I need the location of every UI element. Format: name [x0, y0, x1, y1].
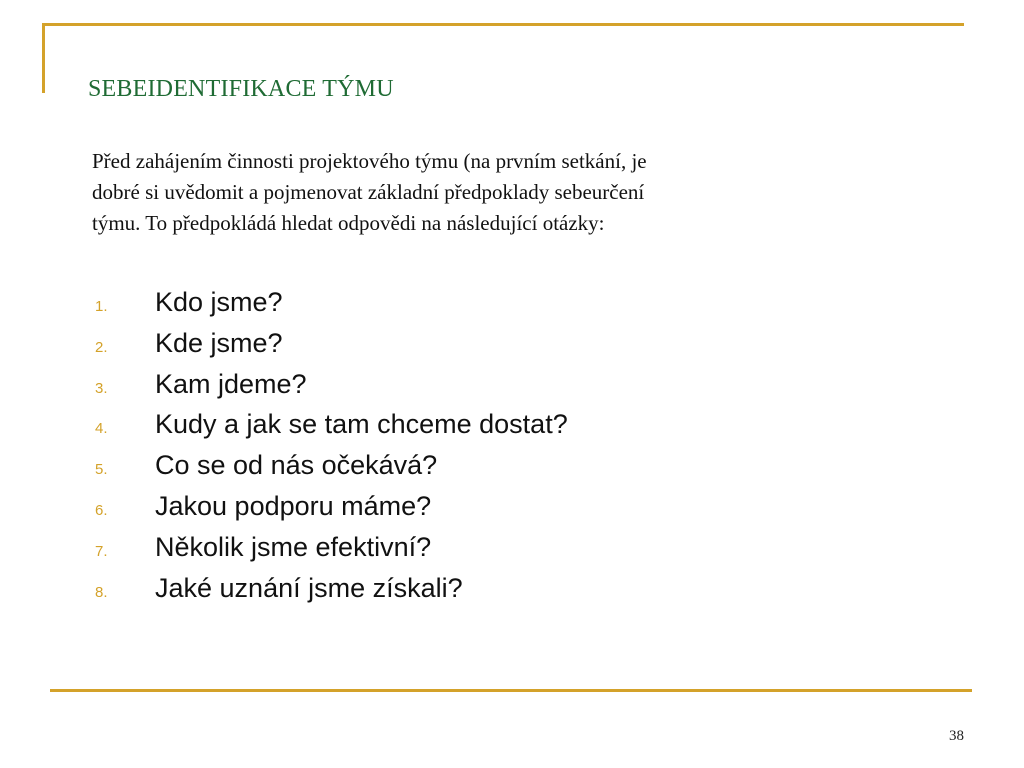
- question-number: 5.: [95, 461, 108, 479]
- question-item: [95, 409, 568, 450]
- question-text: Jakou podporu máme?: [155, 490, 432, 521]
- top-border-line: [42, 23, 964, 26]
- question-number: 3.: [95, 379, 108, 397]
- question-text: Co se od nás očekává?: [155, 450, 438, 481]
- question-text: Kdo jsme?: [155, 287, 283, 317]
- question-number: 2.: [95, 338, 108, 356]
- question-item: [95, 532, 568, 573]
- intro-line: dobré si uvědomit a pojmenovat základní předpoklady sebeurčení: [92, 180, 645, 204]
- question-item: [95, 287, 568, 328]
- question-list: [95, 287, 568, 613]
- slide-title: SEBEIDENTIFIKACE TÝMU: [88, 76, 394, 102]
- intro-line: týmu. To předpokládá hledat odpovědi na následující otázky:: [92, 211, 605, 235]
- intro-paragraph: [92, 146, 872, 239]
- question-item: [95, 573, 568, 614]
- question-item: [95, 369, 568, 410]
- left-border-line: [42, 23, 45, 93]
- bottom-divider-line: [50, 689, 972, 692]
- page-number: 38: [949, 728, 964, 744]
- question-text: Kam jdeme?: [155, 368, 307, 399]
- question-item: [95, 328, 568, 369]
- question-text: Několik jsme efektivní?: [155, 531, 432, 562]
- question-number: 7.: [95, 542, 108, 560]
- question-number: 8.: [95, 583, 108, 601]
- question-item: [95, 450, 568, 491]
- question-text: Kudy a jak se tam chceme dostat?: [155, 409, 568, 440]
- question-text: Kde jsme?: [155, 327, 283, 358]
- question-number: 1.: [95, 298, 108, 315]
- question-number: 6.: [95, 501, 108, 519]
- intro-line: Před zahájením činnosti projektového týmu (na prvním setkání, je: [92, 149, 647, 173]
- question-text: Jaké uznání jsme získali?: [155, 572, 463, 603]
- question-number: 4.: [95, 420, 108, 438]
- question-item: [95, 491, 568, 532]
